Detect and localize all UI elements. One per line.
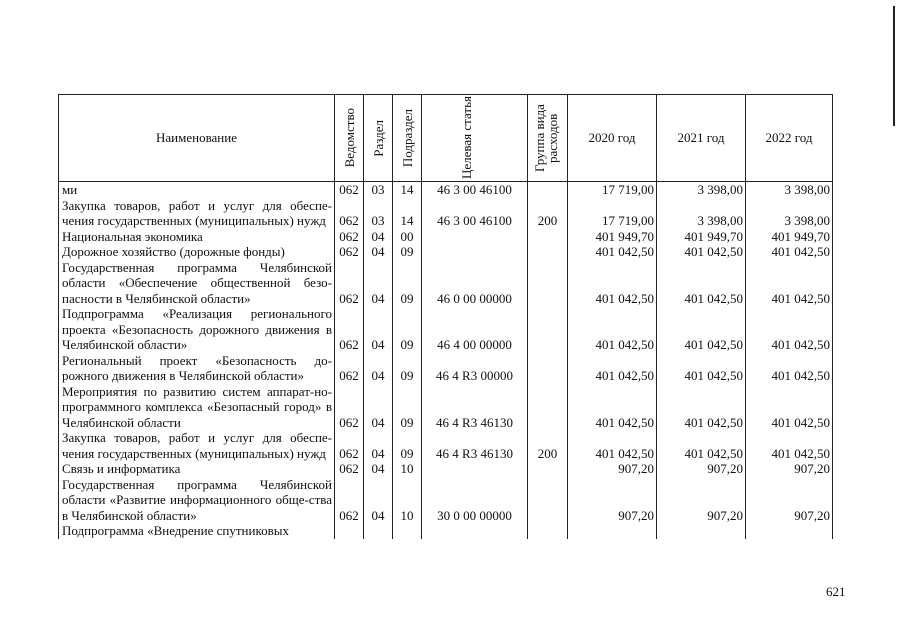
row-razdel: 04: [364, 430, 393, 461]
row-razdel: 04: [364, 244, 393, 260]
row-celevaya-statya: [422, 523, 528, 539]
row-value-2021: 401 042,50: [657, 260, 746, 307]
table-body: [59, 182, 833, 539]
row-podrazdel: 10: [393, 461, 422, 477]
row-name: Государственная программа Челябинской области «Развитие информационного обще-ства в Челябинской области»: [59, 477, 335, 524]
row-gruppa: [528, 523, 568, 539]
row-value-2021: 401 042,50: [657, 244, 746, 260]
table-row: [59, 477, 833, 524]
table-row: [59, 430, 833, 461]
row-gruppa: [528, 260, 568, 307]
row-value-2020: 907,20: [568, 461, 657, 477]
row-value-2021: 401 042,50: [657, 384, 746, 431]
table-row: [59, 306, 833, 353]
header-year-2021: 2021 год: [657, 95, 746, 182]
row-vedomstvo: 062: [335, 182, 364, 198]
table-row: [59, 198, 833, 229]
row-value-2021: 3 398,00: [657, 198, 746, 229]
row-value-2020: 401 949,70: [568, 229, 657, 245]
row-celevaya-statya: [422, 461, 528, 477]
row-razdel: 04: [364, 477, 393, 524]
row-celevaya-statya: [422, 244, 528, 260]
row-podrazdel: 09: [393, 244, 422, 260]
row-value-2022: 3 398,00: [746, 182, 833, 198]
row-podrazdel: 14: [393, 198, 422, 229]
row-value-2020: 401 042,50: [568, 306, 657, 353]
row-vedomstvo: 062: [335, 260, 364, 307]
budget-table: [58, 94, 833, 539]
table-row: [59, 244, 833, 260]
row-value-2021: 401 042,50: [657, 430, 746, 461]
row-vedomstvo: 062: [335, 198, 364, 229]
row-name: Подпрограмма «Реализация регионального проекта «Безопасность дорожного движения в Челябинской области»: [59, 306, 335, 353]
row-value-2022: 401 042,50: [746, 353, 833, 384]
row-name: ми: [59, 182, 335, 198]
row-value-2020: [568, 523, 657, 539]
row-value-2021: 907,20: [657, 461, 746, 477]
table-row: [59, 260, 833, 307]
row-celevaya-statya: 46 3 00 46100: [422, 182, 528, 198]
row-gruppa: [528, 477, 568, 524]
row-celevaya-statya: 46 0 00 00000: [422, 260, 528, 307]
row-value-2022: 401 042,50: [746, 430, 833, 461]
row-razdel: 04: [364, 384, 393, 431]
row-razdel: 04: [364, 229, 393, 245]
row-gruppa: 200: [528, 198, 568, 229]
row-value-2020: 17 719,00: [568, 198, 657, 229]
header-podrazdel: Подраздел: [393, 95, 422, 182]
table-row: [59, 229, 833, 245]
row-value-2021: 3 398,00: [657, 182, 746, 198]
row-value-2021: 401 042,50: [657, 306, 746, 353]
row-value-2020: 401 042,50: [568, 244, 657, 260]
row-value-2021: 401 949,70: [657, 229, 746, 245]
table-row: [59, 182, 833, 198]
row-celevaya-statya: 46 3 00 46100: [422, 198, 528, 229]
row-podrazdel: 09: [393, 353, 422, 384]
row-value-2022: 401 042,50: [746, 384, 833, 431]
row-vedomstvo: 062: [335, 430, 364, 461]
row-podrazdel: 09: [393, 384, 422, 431]
row-razdel: 04: [364, 353, 393, 384]
row-value-2022: 907,20: [746, 461, 833, 477]
row-value-2022: [746, 523, 833, 539]
row-podrazdel: 10: [393, 477, 422, 524]
row-vedomstvo: 062: [335, 477, 364, 524]
row-name: Государственная программа Челябинской области «Обеспечение общественной безо-пасности в Челябинской области»: [59, 260, 335, 307]
row-value-2020: 17 719,00: [568, 182, 657, 198]
row-vedomstvo: 062: [335, 384, 364, 431]
row-razdel: 04: [364, 260, 393, 307]
row-razdel: 04: [364, 461, 393, 477]
row-celevaya-statya: 46 4 R3 46130: [422, 384, 528, 431]
row-value-2020: 401 042,50: [568, 430, 657, 461]
row-value-2022: 401 042,50: [746, 260, 833, 307]
header-row: [59, 95, 833, 182]
row-vedomstvo: 062: [335, 353, 364, 384]
row-celevaya-statya: 46 4 00 00000: [422, 306, 528, 353]
row-value-2020: 907,20: [568, 477, 657, 524]
row-podrazdel: [393, 523, 422, 539]
header-name: Наименование: [59, 95, 335, 182]
page-edge-rule: [893, 6, 895, 126]
header-gruppa-vida-rashodov: Группа вида расходов: [528, 95, 568, 182]
header-vedomstvo: Ведомство: [335, 95, 364, 182]
row-value-2022: 401 949,70: [746, 229, 833, 245]
table-row: [59, 384, 833, 431]
row-razdel: 04: [364, 306, 393, 353]
row-name: Национальная экономика: [59, 229, 335, 245]
row-vedomstvo: 062: [335, 229, 364, 245]
row-gruppa: [528, 306, 568, 353]
header-celevaya-statya: Целевая статья: [422, 95, 528, 182]
table-row: [59, 353, 833, 384]
row-podrazdel: 09: [393, 306, 422, 353]
row-podrazdel: 09: [393, 260, 422, 307]
row-celevaya-statya: 46 4 R3 00000: [422, 353, 528, 384]
header-year-2020: 2020 год: [568, 95, 657, 182]
row-vedomstvo: 062: [335, 306, 364, 353]
table-row: [59, 461, 833, 477]
row-gruppa: [528, 461, 568, 477]
row-value-2020: 401 042,50: [568, 353, 657, 384]
row-gruppa: [528, 229, 568, 245]
row-name: Подпрограмма «Внедрение спутниковых: [59, 523, 335, 539]
row-vedomstvo: 062: [335, 461, 364, 477]
row-razdel: 03: [364, 182, 393, 198]
row-value-2020: 401 042,50: [568, 260, 657, 307]
row-name: Дорожное хозяйство (дорожные фонды): [59, 244, 335, 260]
page-number: 621: [826, 584, 846, 599]
row-gruppa: [528, 353, 568, 384]
row-razdel: [364, 523, 393, 539]
row-gruppa: 200: [528, 430, 568, 461]
row-gruppa: [528, 182, 568, 198]
row-name: Мероприятия по развитию систем аппарат-но-программного комплекса «Безопасный город» в Челябинской области: [59, 384, 335, 431]
row-gruppa: [528, 244, 568, 260]
row-name: Закупка товаров, работ и услуг для обеспе-чения государственных (муниципальных) нужд: [59, 430, 335, 461]
header-year-2022: 2022 год: [746, 95, 833, 182]
row-podrazdel: 09: [393, 430, 422, 461]
row-gruppa: [528, 384, 568, 431]
table-row: [59, 523, 833, 539]
row-value-2022: 401 042,50: [746, 306, 833, 353]
row-value-2022: 3 398,00: [746, 198, 833, 229]
row-name: Закупка товаров, работ и услуг для обеспе-чения государственных (муниципальных) нужд: [59, 198, 335, 229]
header-razdel: Раздел: [364, 95, 393, 182]
row-celevaya-statya: 30 0 00 00000: [422, 477, 528, 524]
row-value-2022: 401 042,50: [746, 244, 833, 260]
row-name: Связь и информатика: [59, 461, 335, 477]
row-name: Региональный проект «Безопасность до-рожного движения в Челябинской области»: [59, 353, 335, 384]
row-value-2021: [657, 523, 746, 539]
row-value-2021: 401 042,50: [657, 353, 746, 384]
row-vedomstvo: 062: [335, 244, 364, 260]
row-value-2020: 401 042,50: [568, 384, 657, 431]
row-podrazdel: 14: [393, 182, 422, 198]
row-value-2021: 907,20: [657, 477, 746, 524]
row-value-2022: 907,20: [746, 477, 833, 524]
row-podrazdel: 00: [393, 229, 422, 245]
row-celevaya-statya: [422, 229, 528, 245]
row-celevaya-statya: 46 4 R3 46130: [422, 430, 528, 461]
row-vedomstvo: [335, 523, 364, 539]
row-razdel: 03: [364, 198, 393, 229]
